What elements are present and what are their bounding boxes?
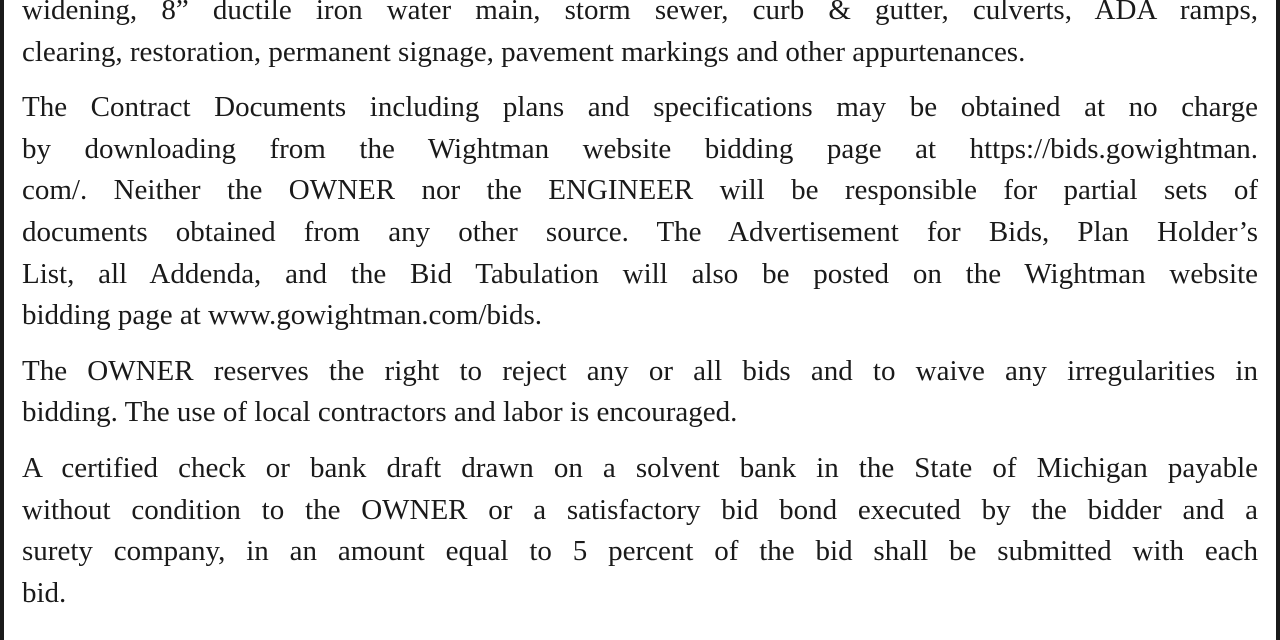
text-line: without condition to the OWNER or a satisfactory bid bond executed by the bidder and a xyxy=(22,493,1258,526)
text-line: surety company, in an amount equal to 5 percent of the bid shall be submitted with each xyxy=(22,535,1258,568)
text-line: by downloading from the Wightman website bidding page at https://bids.gowightman. xyxy=(22,132,1258,165)
paragraph-scope-of-work xyxy=(22,0,1258,73)
text-line: clearing, restoration, permanent signage, pavement markings and other appurtenances. xyxy=(22,35,1026,68)
paragraph-contract-documents xyxy=(22,87,1258,337)
text-line: bidding page at www.gowightman.com/bids. xyxy=(22,299,543,332)
text-line: The Contract Documents including plans and specifications may be obtained at no charge xyxy=(22,91,1258,124)
bid-notice-text xyxy=(22,0,1258,628)
text-line: bidding. The use of local contractors and labor is encouraged. xyxy=(22,396,738,429)
text-line: A certified check or bank draft drawn on a solvent bank in the State of Michigan payable xyxy=(22,451,1258,484)
text-line: widening, 8” ductile iron water main, storm sewer, curb & gutter, culverts, ADA ramps, xyxy=(22,0,1258,26)
text-line: documents obtained from any other source. The Advertisement for Bids, Plan Holder’s xyxy=(22,215,1258,248)
paragraph-owner-rights xyxy=(22,351,1258,434)
text-line: bid. xyxy=(22,576,67,609)
paragraph-bid-security xyxy=(22,448,1258,614)
text-line: The OWNER reserves the right to reject any or all bids and to waive any irregularities in xyxy=(22,354,1258,387)
text-line: List, all Addenda, and the Bid Tabulation will also be posted on the Wightman website xyxy=(22,257,1258,290)
text-line: com/. Neither the OWNER nor the ENGINEER will be responsible for partial sets of xyxy=(22,174,1258,207)
